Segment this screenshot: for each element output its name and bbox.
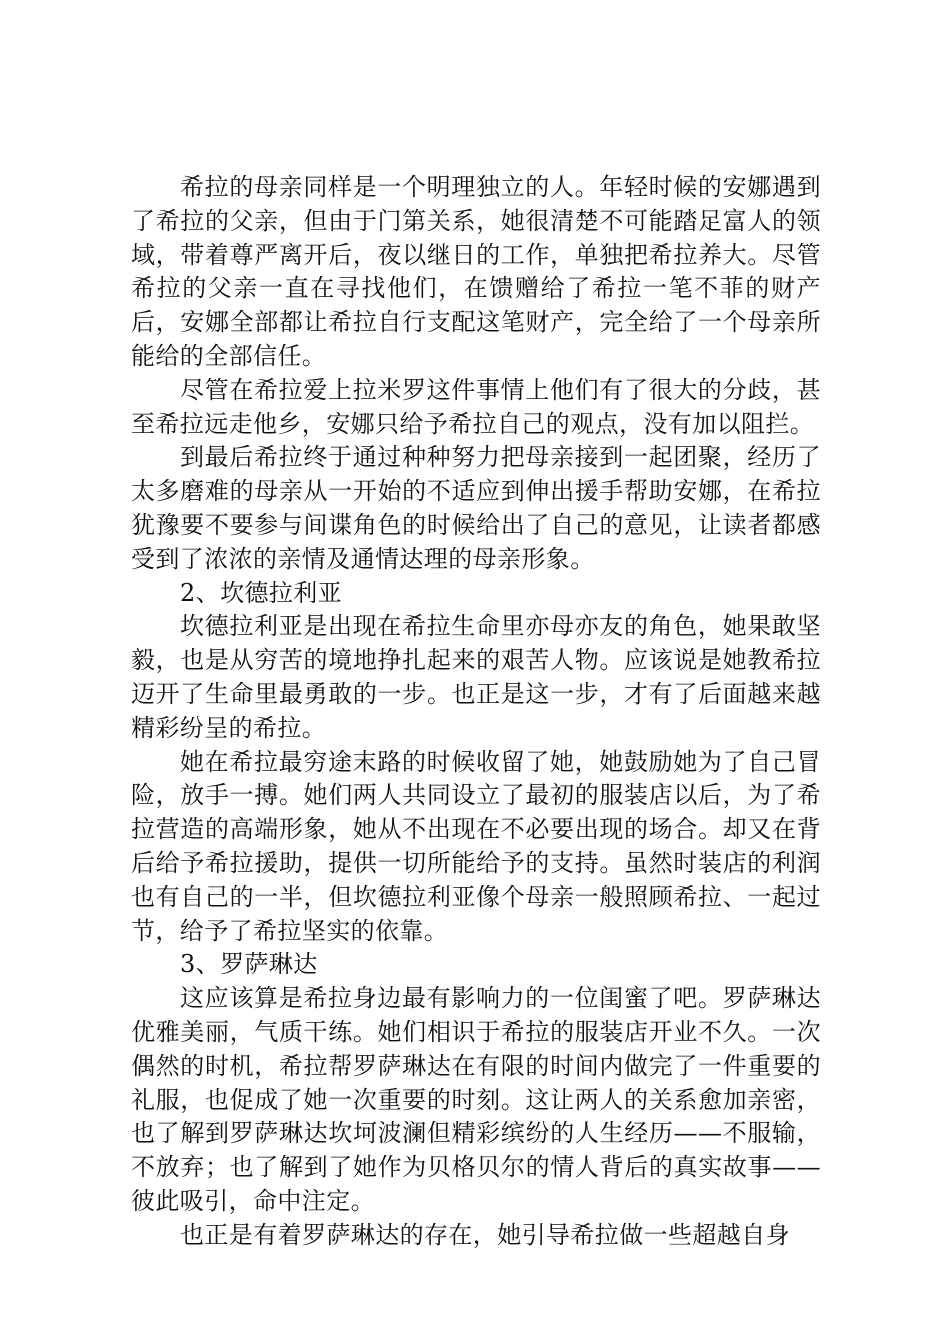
paragraph-reunion: 到最后希拉终于通过种种努力把母亲接到一起团聚，经历了太多磨难的母亲从一开始的不适应到伸出援手帮助安娜，在希拉犹豫要不要参与间谍角色的时候给出了自己的意见，让读者都感受到了浓浓的亲情及通情达理的母亲形象。: [131, 443, 821, 573]
paragraph-rosalinda-influence: 也正是有着罗萨琳达的存在，她引导希拉做一些超越自身: [180, 1220, 790, 1249]
document-page: [131, 171, 821, 1253]
paragraph-disagreement: 尽管在希拉爱上拉米罗这件事情上他们有了很大的分歧，甚至希拉远走他乡，安娜只给予希拉自己的观点，没有加以阻拦。: [131, 375, 821, 438]
paragraph-candelaria-intro: 坎德拉利亚是出现在希拉生命里亦母亦友的角色，她果敢坚毅，也是从穷苦的境地挣扎起来的艰苦人物。应该说是她教希拉迈开了生命里最勇敢的一步。也正是这一步，才有了后面越来越精彩纷呈的希拉。: [131, 612, 821, 742]
section-heading-rosalinda: 3、罗萨琳达: [180, 950, 318, 979]
paragraph-mother-anna: 希拉的母亲同样是一个明理独立的人。年轻时候的安娜遇到了希拉的父亲，但由于门第关系，她很清楚不可能踏足富人的领域，带着尊严离开后，夜以继日的工作，单独把希拉养大。尽管希拉的父亲一直在寻找他们，在馈赠给了希拉一笔不菲的财产后，安娜全部都让希拉自行支配这笔财产，完全给了一个母亲所能给的全部信任。: [131, 173, 821, 370]
paragraph-rosalinda-intro: 这应该算是希拉身边最有影响力的一位闺蜜了吧。罗萨琳达优雅美丽，气质干练。她们相识于希拉的服装店开业不久。一次偶然的时机，希拉帮罗萨琳达在有限的时间内做完了一件重要的礼服，也促成了她一次重要的时刻。这让两人的关系愈加亲密，也了解到罗萨琳达坎坷波澜但精彩缤纷的人生经历——不服输，不放弃；也了解到了她作为贝格贝尔的情人背后的真实故事——彼此吸引，命中注定。: [131, 984, 821, 1215]
section-heading-candelaria: 2、坎德拉利亚: [180, 578, 343, 607]
paragraph-candelaria-support: 她在希拉最穷途末路的时候收留了她，她鼓励她为了自己冒险，放手一搏。她们两人共同设立了最初的服装店以后，为了希拉营造的高端形象，她从不出现在不必要出现的场合。却又在背后给予希拉援助，提供一切所能给予的支持。虽然时装店的利润也有自己的一半，但坎德拉利亚像个母亲一般照顾希拉、一起过节，给予了希拉坚实的依靠。: [131, 747, 821, 945]
